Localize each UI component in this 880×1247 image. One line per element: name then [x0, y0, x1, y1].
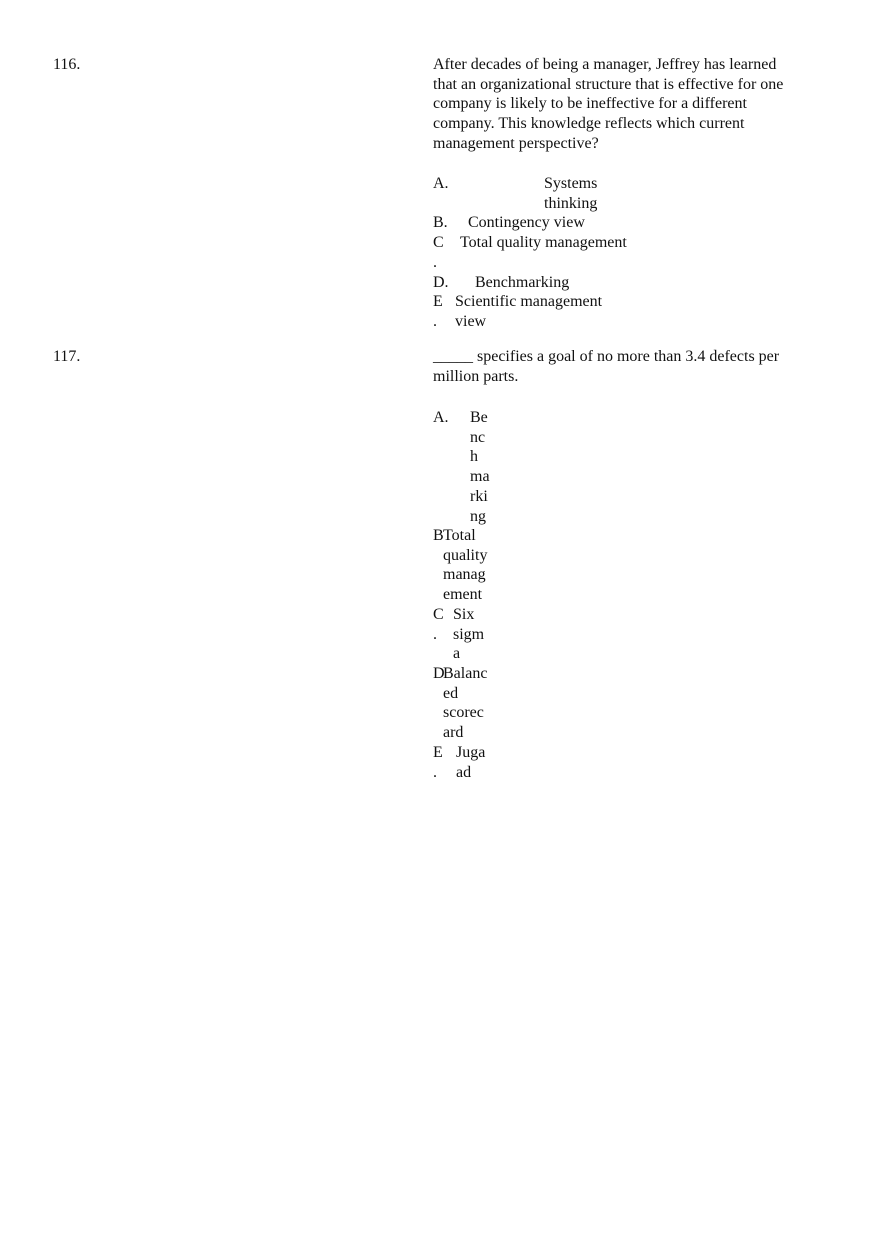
option-text: Be nc h ma rki ng: [470, 409, 490, 525]
question-text: _____ specifies a goal of no more than 3.4 defects per million parts.: [433, 348, 780, 385]
option-text: Juga ad: [456, 744, 486, 781]
option-text: Six sigm a: [453, 606, 485, 663]
option-letter: C .: [433, 606, 444, 643]
question-number: 117.: [53, 348, 81, 365]
option-letter: A.: [433, 175, 449, 192]
option-letter: E .: [433, 744, 443, 781]
option-letter: B: [433, 527, 444, 544]
option-text: Balanc ed scorec ard: [443, 665, 488, 742]
option-text: Scientific management view: [455, 293, 603, 330]
option-letter: E .: [433, 293, 443, 330]
option-letter: D: [433, 665, 445, 682]
option-text: Total quality management: [460, 234, 627, 251]
question-text: After decades of being a manager, Jeffrey has learned that an organizational structure that is effective for one company is likely to be ineffective for a different company. This knowledge reflects which current management perspective?: [433, 56, 784, 152]
option-text: Benchmarking: [475, 274, 570, 291]
option-letter: B.: [433, 214, 448, 231]
option-letter: D.: [433, 274, 449, 291]
question-number: 116.: [53, 56, 81, 73]
option-text: Contingency view: [468, 214, 585, 231]
option-text: Total quality manag ement: [443, 527, 488, 604]
option-letter: C .: [433, 234, 444, 271]
option-letter: A.: [433, 409, 449, 426]
option-text: Systems thinking: [544, 175, 598, 212]
